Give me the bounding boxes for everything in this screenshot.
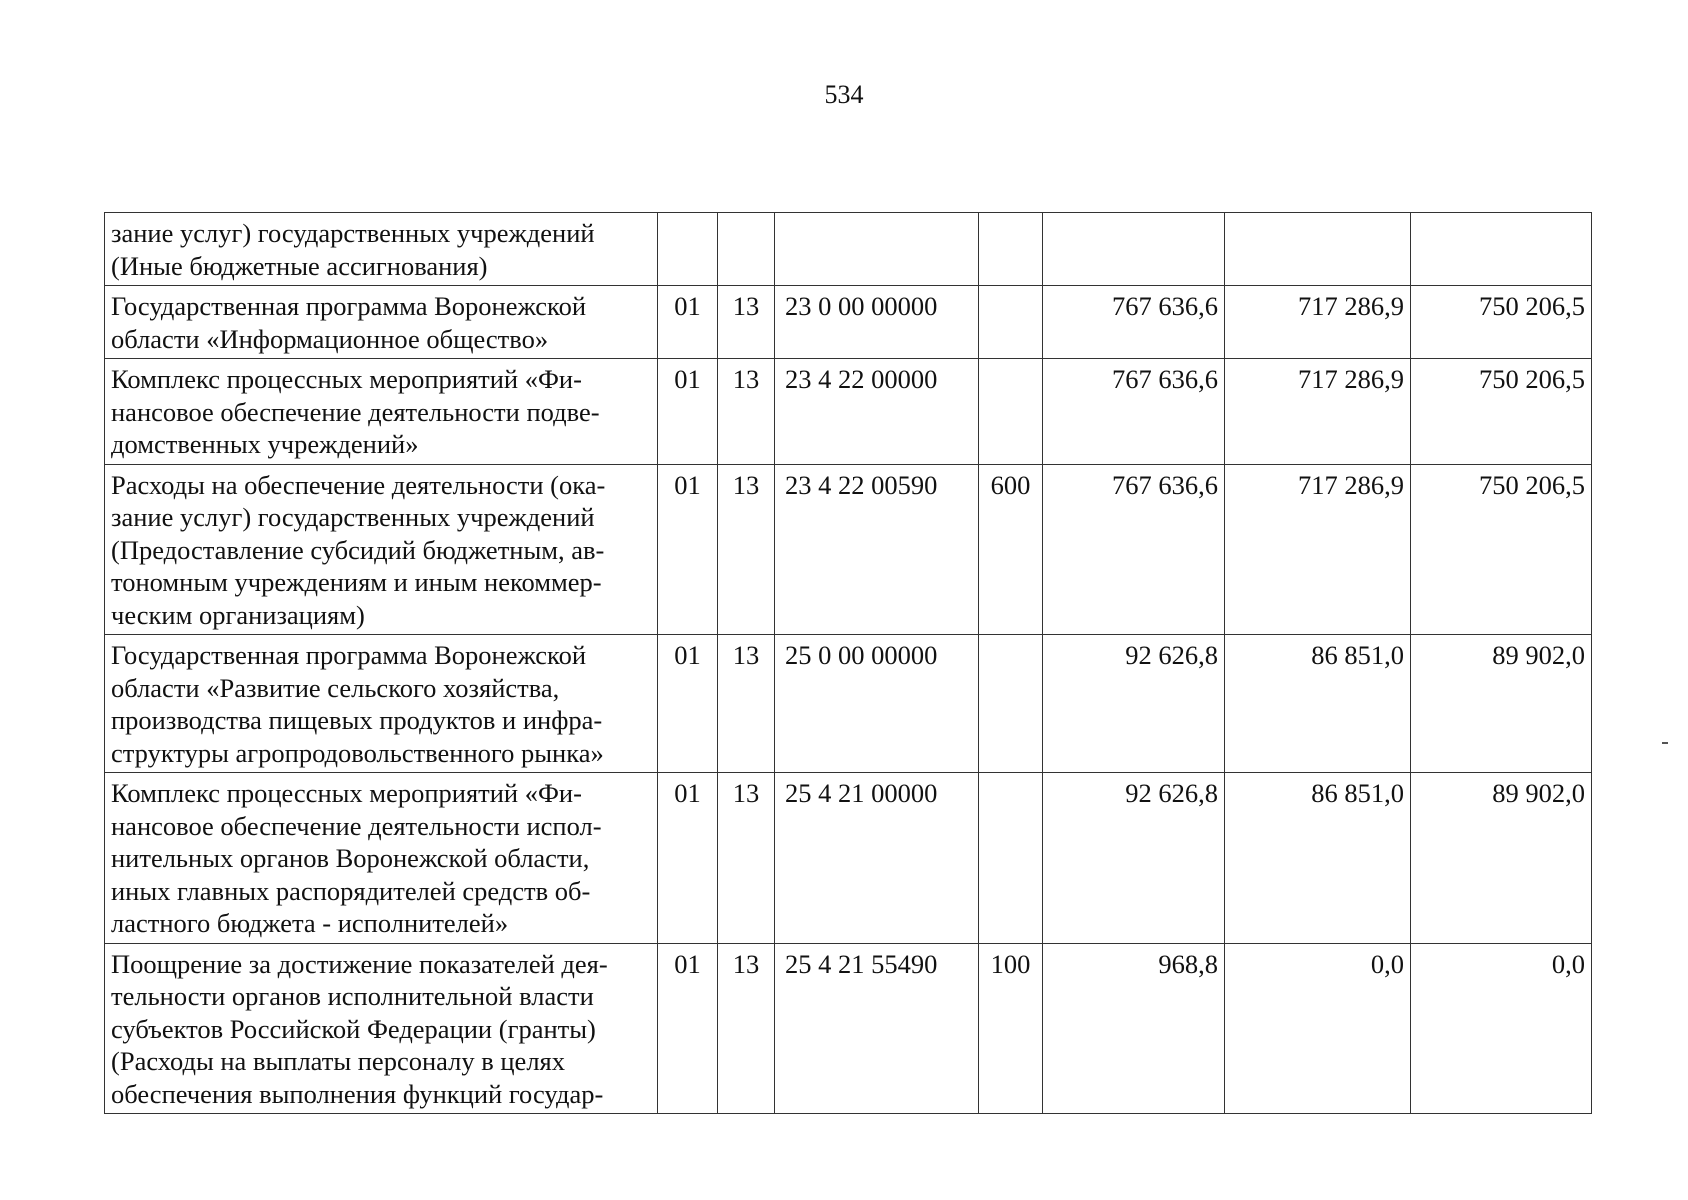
subsection-code-cell: 13: [718, 464, 775, 635]
section-code-cell: 01: [658, 943, 718, 1114]
amount-year2-cell: 717 286,9: [1225, 286, 1411, 359]
table-row: [105, 635, 1592, 773]
table-row: [105, 213, 1592, 286]
budget-table: [104, 212, 1592, 1114]
amount-year2-cell: 717 286,9: [1225, 359, 1411, 465]
expense-name-line: ческим организациям): [111, 599, 365, 630]
amount-year3-cell: 89 902,0: [1411, 635, 1592, 773]
amount-year3-cell: 750 206,5: [1411, 286, 1592, 359]
expense-name-cell: [105, 286, 658, 359]
amount-year3-cell: [1411, 213, 1592, 286]
subsection-code-cell: 13: [718, 635, 775, 773]
target-article-cell: 23 4 22 00000: [775, 359, 979, 465]
scan-mark: [1662, 742, 1668, 744]
expense-name-line: производства пищевых продуктов и инфра-: [111, 705, 603, 735]
amount-year1-cell: 767 636,6: [1043, 359, 1225, 465]
expense-name-line: (Иные бюджетные ассигнования): [111, 250, 488, 281]
expense-name-line: тельности органов исполнительной власти: [111, 981, 594, 1011]
subsection-code-cell: 13: [718, 359, 775, 465]
expense-name-line: Поощрение за достижение показателей дея-: [111, 948, 608, 979]
amount-year1-cell: 767 636,6: [1043, 464, 1225, 635]
expense-name-line: тономным учреждениям и иным некоммер-: [111, 567, 602, 597]
expense-name-line: области «Развитие сельского хозяйства,: [111, 672, 560, 703]
expense-name-cell: [105, 359, 658, 465]
expense-name-line: домственных учреждений»: [111, 429, 419, 459]
expense-name-cell: [105, 943, 658, 1114]
section-code-cell: 01: [658, 635, 718, 773]
target-article-cell: 25 4 21 00000: [775, 773, 979, 944]
expense-name-line: (Предоставление субсидий бюджетным, ав-: [111, 534, 605, 565]
amount-year1-cell: 92 626,8: [1043, 635, 1225, 773]
expense-name-line: нансовое обеспечение деятельности испол-: [111, 810, 602, 841]
expense-type-cell: [979, 359, 1043, 465]
target-article-cell: [775, 213, 979, 286]
amount-year3-cell: 89 902,0: [1411, 773, 1592, 944]
expense-name-cell: [105, 635, 658, 773]
expense-type-cell: [979, 773, 1043, 944]
expense-name-line: нансовое обеспечение деятельности подве-: [111, 396, 600, 427]
expense-name-line: обеспечения выполнения функций государ-: [111, 1078, 604, 1109]
amount-year1-cell: 767 636,6: [1043, 286, 1225, 359]
expense-name-line: зание услуг) государственных учреждений: [111, 218, 595, 248]
expense-name-cell: [105, 213, 658, 286]
expense-name-line: Государственная программа Воронежской: [111, 640, 587, 670]
expense-name-line: зание услуг) государственных учреждений: [111, 502, 595, 532]
section-code-cell: 01: [658, 286, 718, 359]
expense-type-cell: 100: [979, 943, 1043, 1114]
expense-name-cell: [105, 773, 658, 944]
amount-year3-cell: 750 206,5: [1411, 359, 1592, 465]
expense-name-line: нительных органов Воронежской области,: [111, 843, 590, 873]
section-code-cell: [658, 213, 718, 286]
table-row: [105, 773, 1592, 944]
target-article-cell: 23 0 00 00000: [775, 286, 979, 359]
expense-name-line: субъектов Российской Федерации (гранты): [111, 1013, 596, 1044]
amount-year2-cell: 86 851,0: [1225, 773, 1411, 944]
amount-year3-cell: 0,0: [1411, 943, 1592, 1114]
subsection-code-cell: [718, 213, 775, 286]
expense-name-line: Государственная программа Воронежской: [111, 291, 587, 321]
subsection-code-cell: 13: [718, 286, 775, 359]
expense-name-line: Расходы на обеспечение деятельности (ока-: [111, 469, 606, 500]
expense-name-line: Комплекс процессных мероприятий «Фи-: [111, 364, 582, 394]
expense-name-line: области «Информационное общество»: [111, 323, 549, 354]
amount-year2-cell: 717 286,9: [1225, 464, 1411, 635]
expense-type-cell: [979, 213, 1043, 286]
expense-type-cell: [979, 635, 1043, 773]
amount-year1-cell: 968,8: [1043, 943, 1225, 1114]
section-code-cell: 01: [658, 359, 718, 465]
section-code-cell: 01: [658, 464, 718, 635]
expense-name-line: Комплекс процессных мероприятий «Фи-: [111, 778, 582, 808]
expense-name-line: структуры агропродовольственного рынка»: [111, 737, 604, 768]
expense-name-line: (Расходы на выплаты персоналу в целях: [111, 1046, 565, 1076]
amount-year3-cell: 750 206,5: [1411, 464, 1592, 635]
subsection-code-cell: 13: [718, 943, 775, 1114]
amount-year2-cell: 86 851,0: [1225, 635, 1411, 773]
expense-name-line: иных главных распорядителей средств об-: [111, 875, 591, 906]
table-row: [105, 286, 1592, 359]
target-article-cell: 25 0 00 00000: [775, 635, 979, 773]
subsection-code-cell: 13: [718, 773, 775, 944]
amount-year1-cell: [1043, 213, 1225, 286]
expense-name-line: ластного бюджета - исполнителей»: [111, 908, 509, 938]
table-row: [105, 943, 1592, 1114]
section-code-cell: 01: [658, 773, 718, 944]
expense-name-cell: [105, 464, 658, 635]
amount-year2-cell: 0,0: [1225, 943, 1411, 1114]
page-number: 534: [824, 80, 864, 109]
table-body: [105, 213, 1592, 1114]
table-row: [105, 359, 1592, 465]
table-row: [105, 464, 1592, 635]
target-article-cell: 25 4 21 55490: [775, 943, 979, 1114]
expense-type-cell: 600: [979, 464, 1043, 635]
target-article-cell: 23 4 22 00590: [775, 464, 979, 635]
expense-type-cell: [979, 286, 1043, 359]
amount-year2-cell: [1225, 213, 1411, 286]
amount-year1-cell: 92 626,8: [1043, 773, 1225, 944]
